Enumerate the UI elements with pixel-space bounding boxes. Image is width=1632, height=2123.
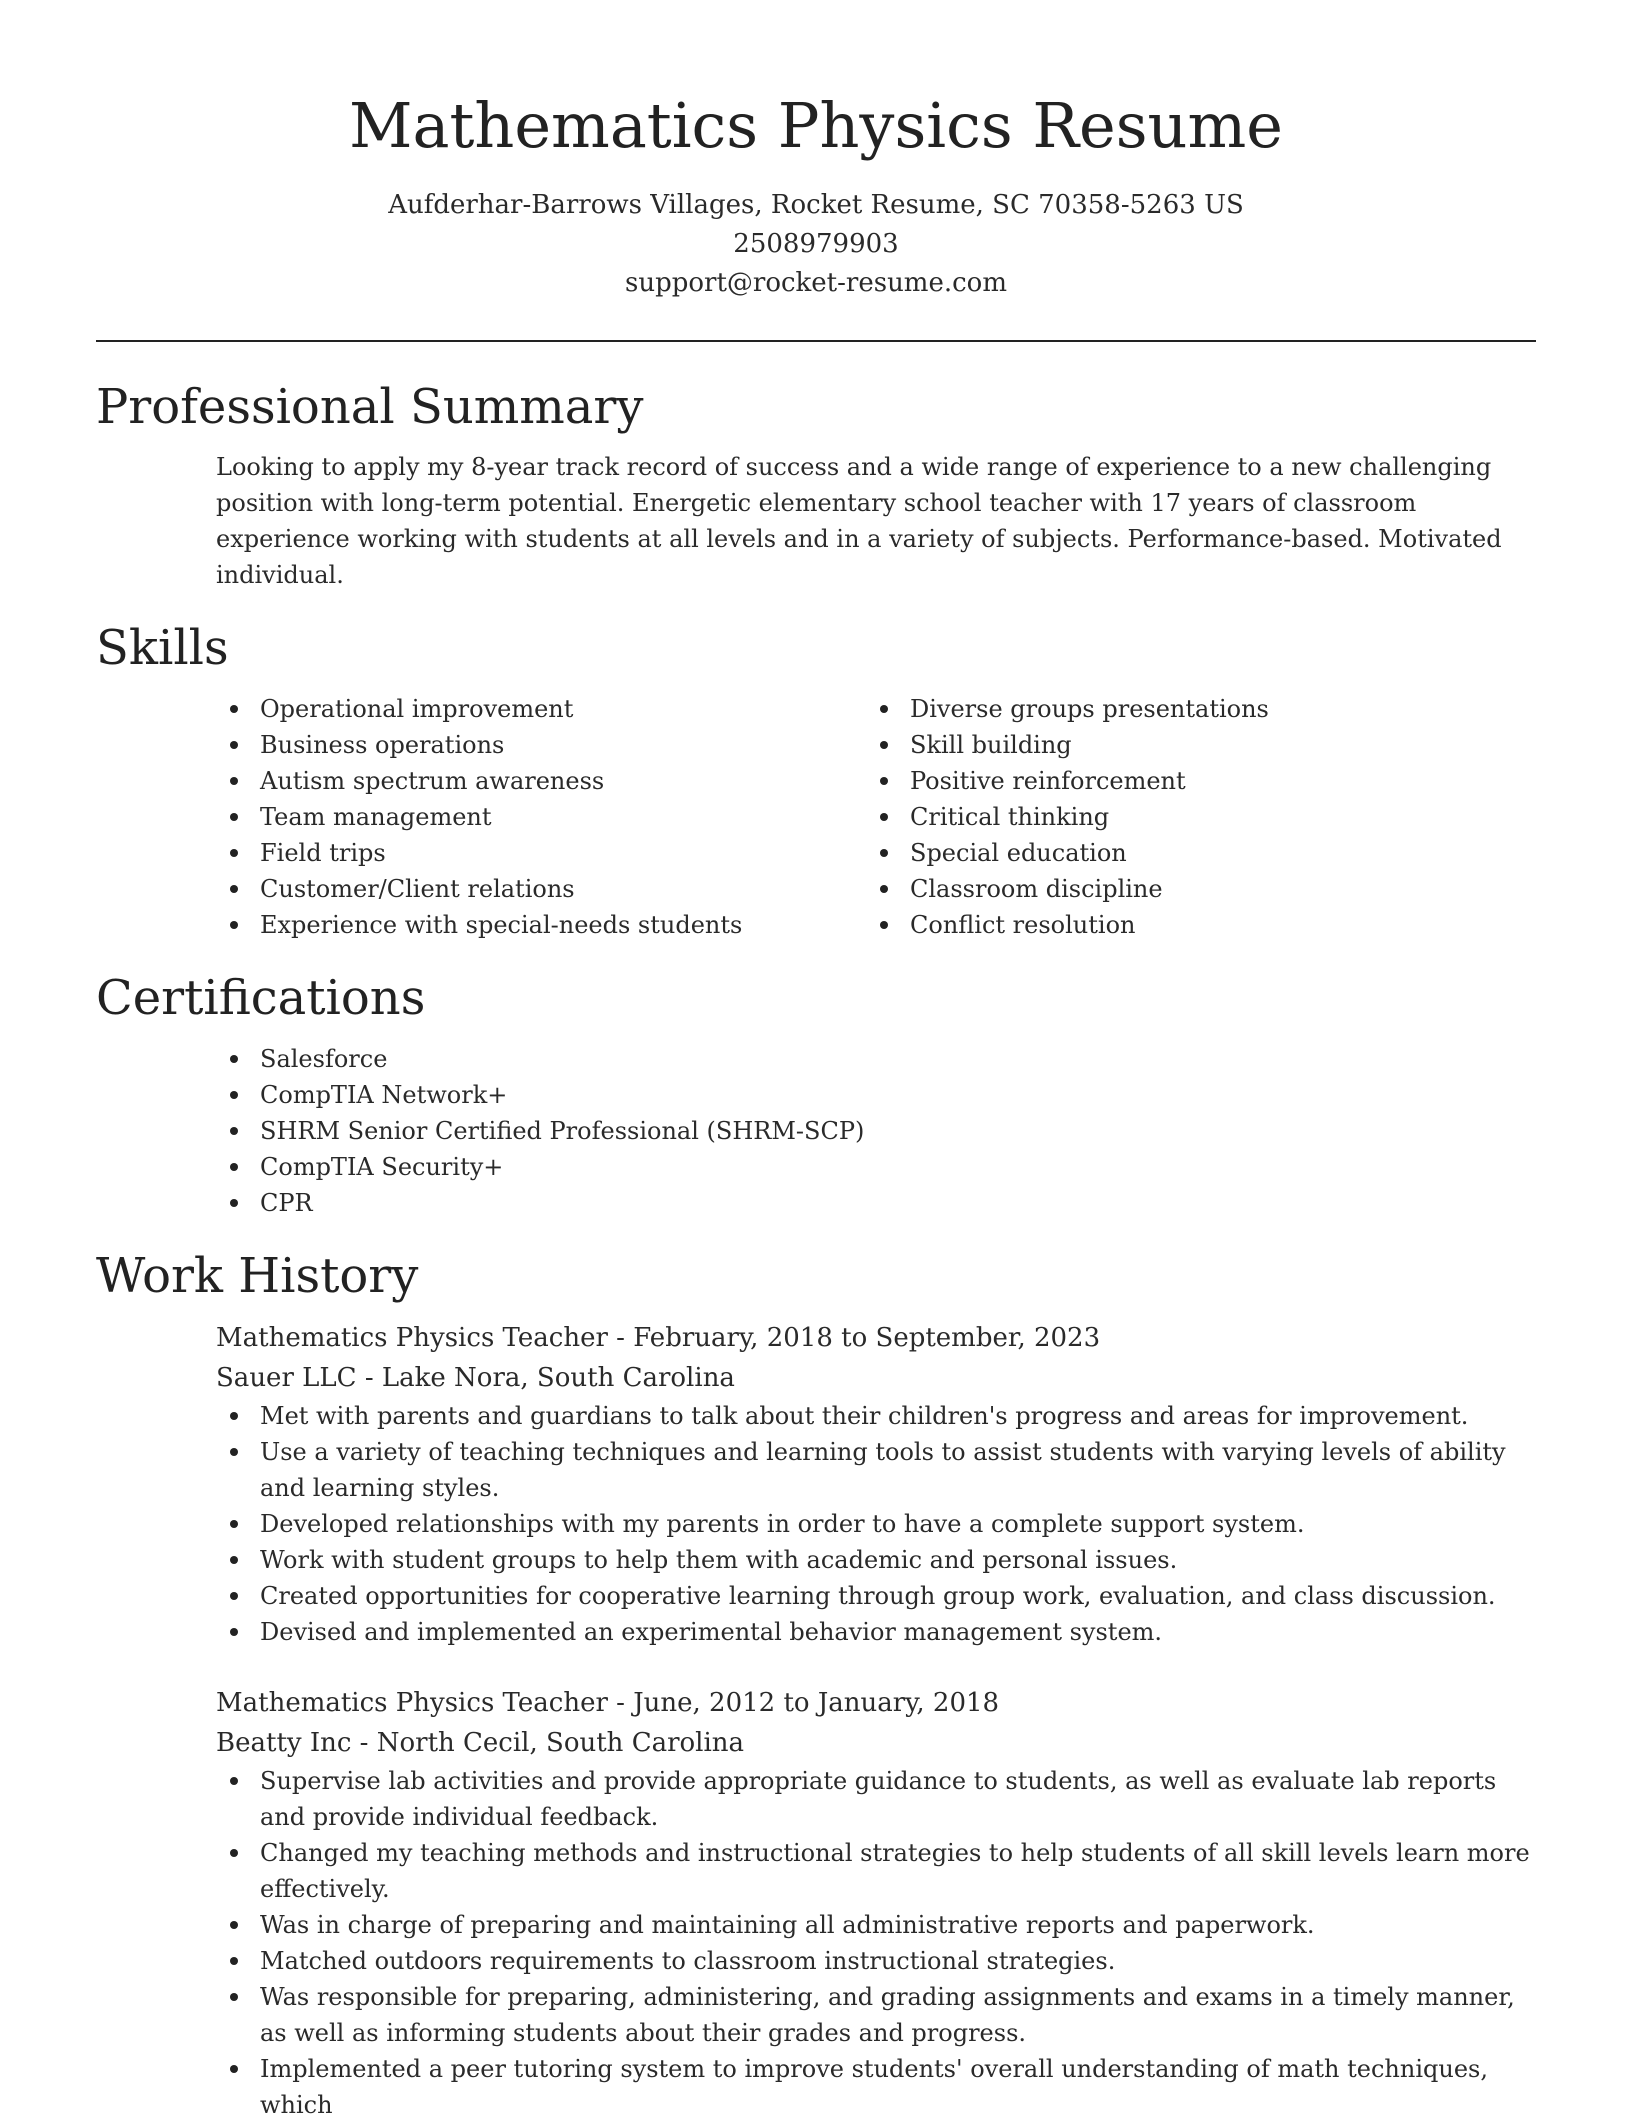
certifications-section bbox=[96, 968, 1536, 1221]
contact-address: Aufderhar-Barrows Villages, Rocket Resume, SC 70358-5263 US bbox=[388, 190, 1244, 220]
bullet-icon bbox=[230, 1921, 238, 1929]
bullet-icon bbox=[230, 777, 238, 785]
list-item bbox=[216, 1907, 1536, 1943]
skills-section bbox=[96, 618, 1536, 943]
bullet-icon bbox=[230, 1777, 238, 1785]
list-item bbox=[216, 1835, 1536, 1907]
job-entry bbox=[96, 1683, 1536, 2123]
list-item bbox=[866, 691, 1516, 727]
resume-name: Mathematics Physics Resume bbox=[349, 89, 1283, 162]
summary-title: Professional Summary bbox=[96, 379, 644, 435]
bullet-icon bbox=[230, 921, 238, 929]
bullet-icon bbox=[230, 1448, 238, 1456]
bullet-icon bbox=[880, 813, 888, 821]
list-item bbox=[216, 871, 866, 907]
summary-body bbox=[96, 449, 1536, 593]
bullet-icon bbox=[230, 2065, 238, 2073]
work-title: Work History bbox=[96, 1248, 419, 1304]
list-item bbox=[866, 871, 1516, 907]
skills-column-right bbox=[866, 691, 1516, 943]
list-item bbox=[216, 1506, 1536, 1542]
summary-section bbox=[96, 377, 1536, 593]
list-item bbox=[866, 907, 1516, 943]
contact-email: support@rocket-resume.com bbox=[624, 268, 1007, 298]
contact-phone: 2508979903 bbox=[733, 229, 899, 259]
bullet-icon bbox=[230, 1957, 238, 1965]
skill-label: Special education bbox=[910, 839, 1127, 867]
list-item bbox=[216, 1185, 1536, 1221]
bullet-icon bbox=[230, 1199, 238, 1207]
skills-title: Skills bbox=[96, 620, 229, 676]
bullet-icon bbox=[880, 885, 888, 893]
list-item bbox=[216, 691, 866, 727]
skill-label: Diverse groups presentations bbox=[910, 695, 1269, 723]
bullet-icon bbox=[880, 777, 888, 785]
bullet-icon bbox=[230, 1412, 238, 1420]
bullet-icon bbox=[230, 813, 238, 821]
list-item bbox=[216, 1077, 1536, 1113]
skills-list-left bbox=[216, 691, 866, 943]
certifications-list bbox=[216, 1041, 1536, 1221]
certification-label: Salesforce bbox=[260, 1045, 388, 1073]
list-item bbox=[866, 727, 1516, 763]
bullet-icon bbox=[880, 921, 888, 929]
bullet-icon bbox=[230, 1556, 238, 1564]
skill-label: Skill building bbox=[910, 731, 1072, 759]
list-item bbox=[216, 1041, 1536, 1077]
bullet-icon bbox=[230, 1091, 238, 1099]
skills-list-right bbox=[866, 691, 1516, 943]
bullet-icon bbox=[230, 1127, 238, 1135]
list-item bbox=[216, 1434, 1536, 1506]
list-item bbox=[216, 1614, 1536, 1650]
duty-text: Supervise lab activities and provide appropriate guidance to students, as well as evaluate lab reports and provide individual feedback. bbox=[260, 1767, 1497, 1831]
certification-label: CPR bbox=[260, 1189, 313, 1217]
skill-label: Customer/Client relations bbox=[260, 875, 575, 903]
bullet-icon bbox=[880, 741, 888, 749]
certifications-title: Certifications bbox=[96, 970, 426, 1026]
bullet-icon bbox=[230, 705, 238, 713]
list-item bbox=[216, 1149, 1536, 1185]
bullet-icon bbox=[230, 1592, 238, 1600]
job-company: Sauer LLC - Lake Nora, South Carolina bbox=[216, 1363, 735, 1393]
bullet-icon bbox=[230, 849, 238, 857]
duty-text: Work with student groups to help them with academic and personal issues. bbox=[260, 1546, 1178, 1574]
resume-page bbox=[96, 0, 1536, 2123]
skills-column-left bbox=[216, 691, 866, 943]
job-entry bbox=[96, 1318, 1536, 1650]
list-item bbox=[216, 1578, 1536, 1614]
duty-text: Created opportunities for cooperative learning through group work, evaluation, and class discussion. bbox=[260, 1582, 1496, 1610]
bullet-icon bbox=[230, 1993, 238, 2001]
skill-label: Critical thinking bbox=[910, 803, 1110, 831]
list-item bbox=[866, 799, 1516, 835]
list-item bbox=[216, 1763, 1536, 1835]
list-item bbox=[216, 835, 866, 871]
duty-text: Devised and implemented an experimental behavior management system. bbox=[260, 1618, 1163, 1646]
list-item bbox=[216, 727, 866, 763]
duty-text: Was responsible for preparing, administering, and grading assignments and exams in a timely manner, as well as informing students about their grades and progress. bbox=[260, 1983, 1515, 2047]
bullet-icon bbox=[230, 1055, 238, 1063]
skill-label: Team management bbox=[260, 803, 492, 831]
list-item bbox=[216, 2051, 1536, 2123]
bullet-icon bbox=[230, 1163, 238, 1171]
bullet-icon bbox=[230, 1849, 238, 1857]
list-item bbox=[866, 763, 1516, 799]
bullet-icon bbox=[230, 1628, 238, 1636]
resume-header bbox=[96, 0, 1536, 303]
skill-label: Conflict resolution bbox=[910, 911, 1136, 939]
skills-columns bbox=[96, 691, 1536, 943]
skill-label: Business operations bbox=[260, 731, 505, 759]
bullet-icon bbox=[880, 705, 888, 713]
bullet-icon bbox=[230, 741, 238, 749]
skill-label: Classroom discipline bbox=[910, 875, 1163, 903]
list-item bbox=[216, 763, 866, 799]
duty-text: Was in charge of preparing and maintaining all administrative reports and paperwork. bbox=[260, 1911, 1315, 1939]
list-item bbox=[216, 907, 866, 943]
bullet-icon bbox=[880, 849, 888, 857]
duty-text: Met with parents and guardians to talk about their children's progress and areas for improvement. bbox=[260, 1402, 1469, 1430]
duty-text: Implemented a peer tutoring system to improve students' overall understanding of math techniques, which bbox=[260, 2055, 1488, 2119]
skill-label: Autism spectrum awareness bbox=[260, 767, 605, 795]
duty-text: Changed my teaching methods and instructional strategies to help students of all skill levels learn more effectively. bbox=[260, 1839, 1530, 1903]
skill-label: Experience with special-needs students bbox=[260, 911, 743, 939]
job-duties-list bbox=[216, 1398, 1536, 1650]
list-item bbox=[866, 835, 1516, 871]
list-item bbox=[216, 1542, 1536, 1578]
job-title: Mathematics Physics Teacher - February, 2018 to September, 2023 bbox=[216, 1323, 1101, 1353]
bullet-icon bbox=[230, 885, 238, 893]
certification-label: CompTIA Security+ bbox=[260, 1153, 504, 1181]
bullet-icon bbox=[230, 1520, 238, 1528]
certification-label: SHRM Senior Certified Professional (SHRM-SCP) bbox=[260, 1117, 865, 1145]
work-section bbox=[96, 1246, 1536, 2123]
list-item bbox=[216, 1398, 1536, 1434]
duty-text: Matched outdoors requirements to classroom instructional strategies. bbox=[260, 1947, 1116, 1975]
job-duties-list bbox=[216, 1763, 1536, 2123]
list-item bbox=[216, 799, 866, 835]
list-item bbox=[216, 1979, 1536, 2051]
list-item bbox=[216, 1943, 1536, 1979]
header-divider bbox=[96, 340, 1536, 342]
duty-text: Use a variety of teaching techniques and learning tools to assist students with varying levels of ability and learning styles. bbox=[260, 1438, 1506, 1502]
job-company: Beatty Inc - North Cecil, South Carolina bbox=[216, 1728, 745, 1758]
duty-text: Developed relationships with my parents in order to have a complete support system. bbox=[260, 1510, 1305, 1538]
job-title: Mathematics Physics Teacher - June, 2012 to January, 2018 bbox=[216, 1688, 1000, 1718]
list-item bbox=[216, 1113, 1536, 1149]
certifications-body bbox=[96, 1041, 1536, 1221]
skill-label: Operational improvement bbox=[260, 695, 574, 723]
certification-label: CompTIA Network+ bbox=[260, 1081, 508, 1109]
skill-label: Positive reinforcement bbox=[910, 767, 1186, 795]
skill-label: Field trips bbox=[260, 839, 386, 867]
summary-text: Looking to apply my 8-year track record of success and a wide range of experience to a new challenging position with long-term potential. Energetic elementary school teacher with 17 years of classroom experience working with students at all levels and in a variety of subjects. Performance-based. Motivated individual. bbox=[216, 453, 1502, 589]
